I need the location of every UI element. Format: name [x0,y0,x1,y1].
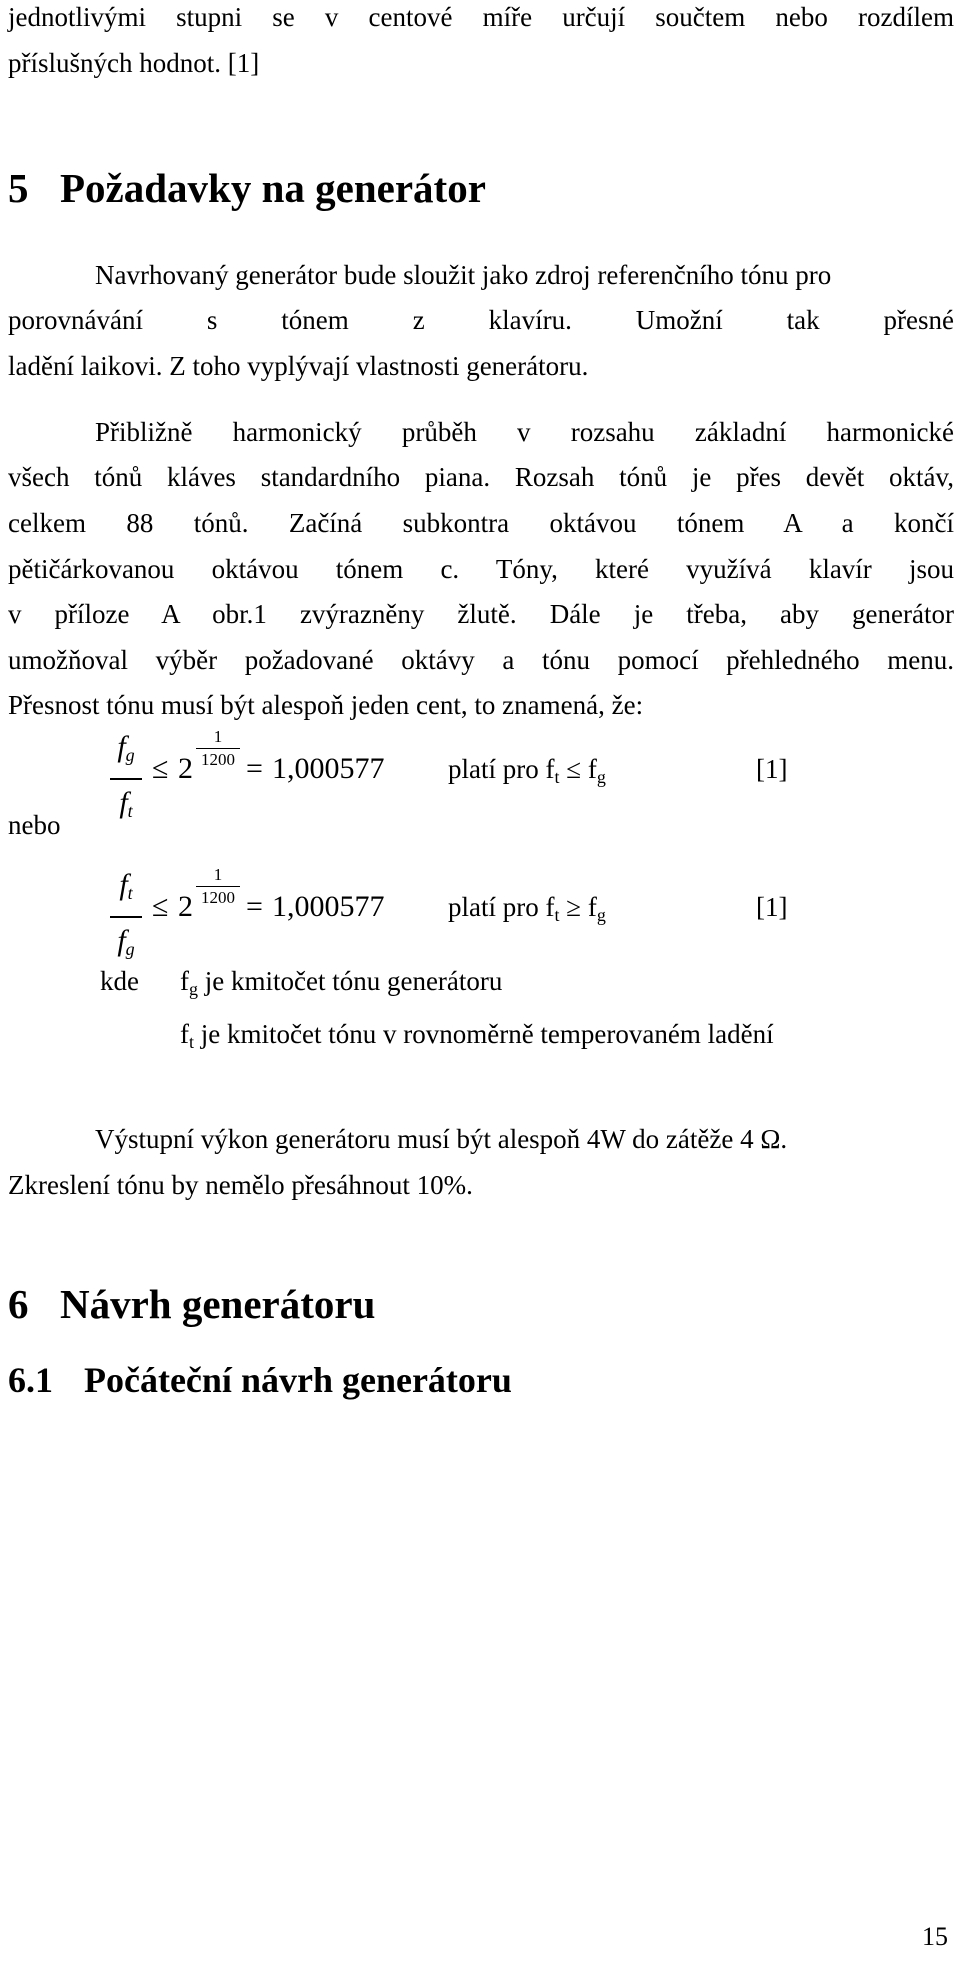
power-base: 2 [178,752,193,785]
text-line: Navrhovaný generátor bude sloužit jako zdroj referenčního tónu pro [95,260,832,290]
section-title: Počáteční návrh generátoru [84,1360,512,1400]
condition-symbol: f [587,754,597,784]
equation-value: 1,000577 [272,752,385,785]
numerator-subscript: g [125,745,135,765]
denominator-subscript: t [127,801,133,821]
equation-value: 1,000577 [272,890,385,923]
citation: [1] [756,892,788,922]
denominator-symbol: f [119,786,128,819]
text-line: všech tónů kláves standardního piana. Rozsah tónů je přes devět oktáv, [8,462,954,492]
section-heading-6 [8,1280,375,1328]
exponent-fraction [196,866,240,907]
equation-2 [0,865,960,978]
exponent-numerator: 1 [213,865,223,884]
equals-sign: = [246,752,263,785]
fraction [110,868,142,966]
text-line: Zkreslení tónu by nemělo přesáhnout 10%. [8,1170,473,1200]
text-line: pětičárkovanou oktávou tónem c. Tóny, které využívá klavír jsou [8,554,954,584]
fraction-bar [110,778,142,780]
page-number: 15 [922,1922,948,1951]
symbol-subscript: t [189,1032,195,1052]
numerator-symbol: f [117,730,126,763]
exponent-denominator: 1200 [201,750,235,769]
condition-relation: ≤ [566,754,582,784]
text-line: ladění laikovi. Z toho vyplývají vlastnosti generátoru. [8,351,589,381]
subsection-heading-6-1 [8,1358,512,1402]
definition-fg [180,964,940,1006]
numerator-subscript: t [127,883,133,903]
condition [448,892,606,926]
text-line: v příloze A obr.1 zvýrazněny žlutě. Dále je třeba, aby generátor [8,599,954,629]
power-base: 2 [178,890,193,923]
condition-subscript: t [554,905,560,925]
section-number: 6.1 [8,1360,53,1400]
text-line: jednotlivými stupni se v centové míře určují součtem nebo rozdílem [8,2,954,32]
relation-symbol: ≤ [152,752,169,785]
text-line: příslušných hodnot. [1] [8,48,260,78]
condition [448,754,606,788]
text-line: celkem 88 tónů. Začíná subkontra oktávou tónem A a končí [8,508,954,538]
equals-sign: = [246,890,263,923]
text-line: porovnávání s tónem z klavíru. Umožní tak přesné [8,305,954,335]
text-line: Výstupní výkon generátoru musí být alespoň 4W do zátěže 4 Ω. [95,1124,788,1154]
exponent-bar [196,748,240,749]
relation-symbol: ≤ [152,890,169,923]
section-title: Návrh generátoru [60,1281,376,1327]
text-line: Přibližně harmonický průběh v rozsahu základní harmonické [95,417,954,447]
section-number: 6 [8,1281,29,1327]
condition-subscript: g [596,767,606,787]
section-heading-5 [8,164,486,212]
condition-subscript: t [554,767,560,787]
text-line: umožňoval výběr požadované oktávy a tónu pomocí přehledného menu. [8,645,954,675]
definition-text: je kmitočet tónu v rovnoměrně temperovaném ladění [194,1019,774,1049]
definition-ft [180,1017,940,1059]
exponent-bar [196,886,240,887]
exponent-fraction [196,728,240,769]
condition-subscript: g [596,905,606,925]
fraction-bar [110,916,142,918]
text-kde: kde [100,966,139,996]
exponent-denominator: 1200 [201,888,235,907]
symbol-subscript: g [189,979,198,999]
condition-symbol: f [587,892,597,922]
text-nebo: nebo [8,810,61,840]
denominator-subscript: g [125,939,135,959]
symbol: f [180,966,189,996]
denominator-symbol: f [117,924,126,957]
definition-text: je kmitočet tónu generátoru [198,966,503,996]
section-number: 5 [8,165,29,211]
citation: [1] [756,754,788,784]
exponent-numerator: 1 [213,727,223,746]
condition-text: platí pro f [448,754,555,784]
text-line: Přesnost tónu musí být alespoň jeden cent, to znamená, že: [8,690,644,720]
numerator-symbol: f [119,868,128,901]
section-title: Požadavky na generátor [60,165,486,211]
symbol: f [180,1019,189,1049]
condition-text: platí pro f [448,892,555,922]
condition-relation: ≥ [566,892,582,922]
